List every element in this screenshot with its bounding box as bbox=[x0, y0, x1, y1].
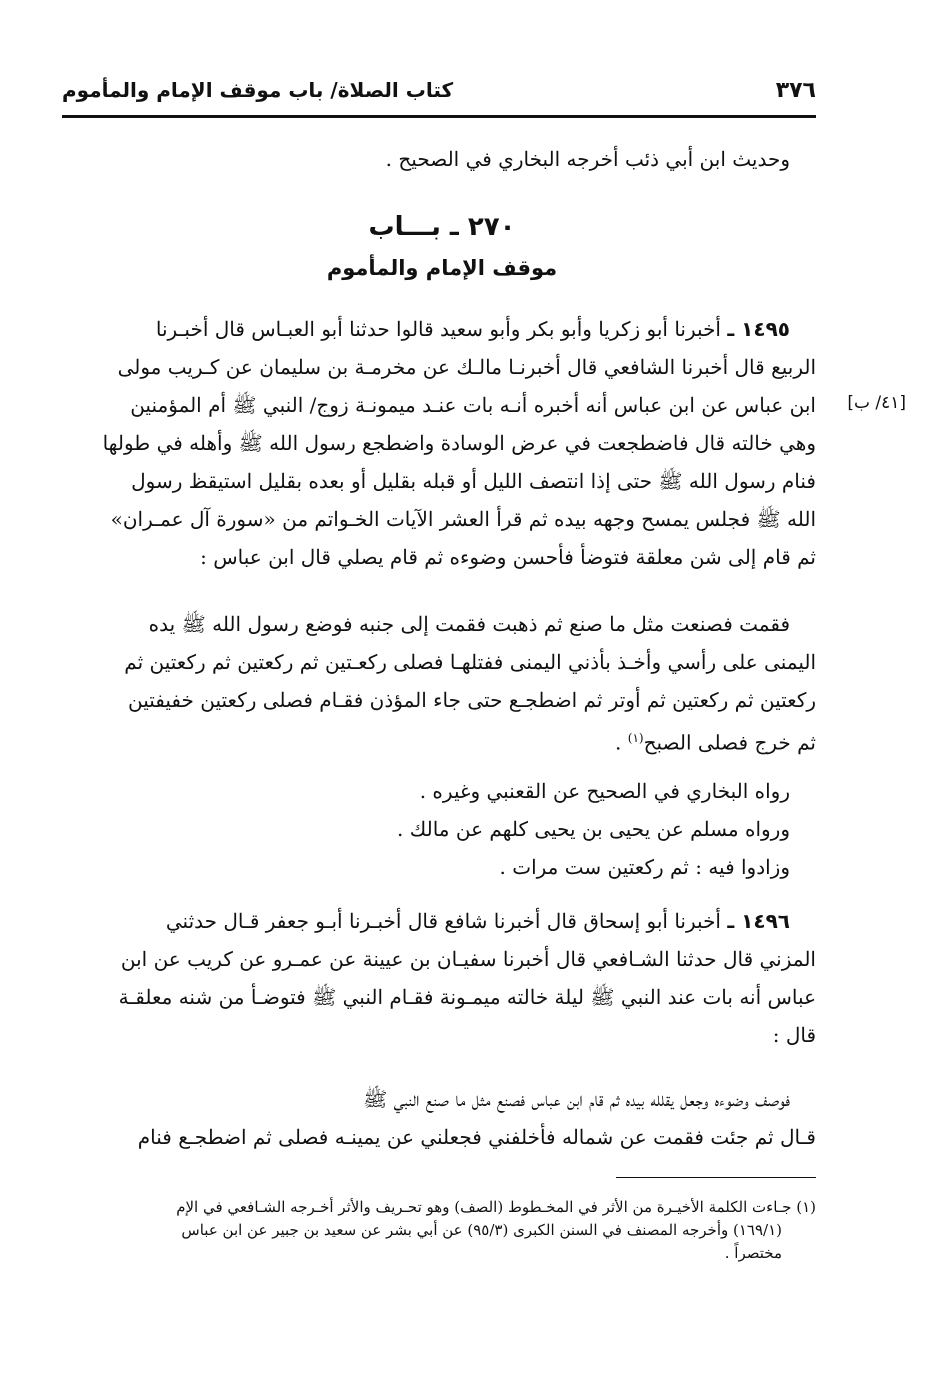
running-title: كتاب الصلاة/ باب موقف الإمام والمأموم bbox=[62, 78, 454, 102]
hadith-line: عباس أنه بات عند النبي ﷺ ليلة خالته ميمـونة فقـام النبي ﷺ فتوضـأ من شنه معلقـة bbox=[118, 985, 816, 1009]
hadith-line: ثم قام إلى شن معلقة فتوضأ فأحسن وضوءه ثم قام يصلي قال ابن عباس : bbox=[200, 545, 816, 569]
footnote-line: مختصراً . bbox=[724, 1244, 782, 1262]
hadith-1496-quote bbox=[68, 1080, 816, 1156]
hadith-line: المزني قال حدثنا الشـافعي قال أخبرنا سفيـان بن عيينة عن عمـرو عن كريب عن ابن bbox=[120, 947, 816, 971]
quote-line: ركعتين ثم ركعتين ثم أوتر ثم اضطجـع حتى جاء المؤذن فقـام فصلى ركعتين خفيفتين bbox=[127, 688, 816, 712]
quote-text: ثم خرج فصلى الصبح bbox=[643, 730, 816, 755]
hadith-line: الله ﷺ فجلس يمسح وجهه بيده ثم قرأ العشر الآيات الخـواتم من «سورة آل عمـران» bbox=[110, 507, 816, 531]
footnote-marker: (١) bbox=[627, 731, 644, 745]
quote-line: اليمنى على رأسي وأخـذ بأذني اليمنى ففتلهـا فصلى ركعـتين ثم ركعتين ثم ركعتين ثم bbox=[124, 650, 816, 674]
quote-line bbox=[68, 719, 816, 757]
running-header bbox=[62, 70, 816, 114]
quote-line: فوصف وضوءه وجعل يقلله بيده ثم قام ابن عباس فصنع مثل ما صنع النبي ﷺ bbox=[363, 1087, 790, 1111]
quote-line: قـال ثم جئت فقمت عن شماله فأخلفني فجعلني عن يمينـه فصلى ثم اضطجـع فنام bbox=[137, 1125, 816, 1149]
hadith-1495-quote bbox=[68, 605, 816, 757]
hadith-line: ابن عباس عن ابن عباس أنه أخبره أنـه بات عنـد ميمونـة زوج/ النبي ﷺ أم المؤمنين bbox=[130, 393, 816, 417]
footnote-line: (١٦٩/١) وأخرجه المصنف في السنن الكبرى (٩٥/٣) عن أبي بشر عن سعيد بن جبير عن ابن عباس bbox=[181, 1221, 782, 1239]
hadith-line bbox=[68, 902, 816, 940]
hadith-text: أخبرنا أبو إسحاق قال أخبرنا شافع قال أخبـرنا أبـو جعفر قـال حدثني bbox=[165, 909, 721, 933]
hadith-line: قال : bbox=[772, 1023, 816, 1047]
footnotes bbox=[78, 1196, 816, 1265]
chapter-number: ٢٧٠ ـ بـــاب bbox=[368, 212, 516, 242]
hadith-number: ١٤٩٦ ـ bbox=[727, 909, 790, 933]
hadith-line bbox=[68, 310, 816, 348]
manuscript-folio-note: [٤١/ ب] bbox=[847, 393, 906, 413]
hadith-1495-notes bbox=[68, 772, 816, 886]
intro-line: وحديث ابن أبي ذئب أخرجه البخاري في الصحيح . bbox=[385, 147, 790, 171]
chapter-heading bbox=[68, 205, 816, 287]
hadith-line: وهي خالته قال فاضطجعت في عرض الوسادة واضطجع رسول الله ﷺ وأهله في طولها bbox=[102, 431, 816, 455]
header-rule bbox=[62, 115, 816, 118]
note-line: رواه البخاري في الصحيح عن القعنبي وغيره . bbox=[419, 779, 790, 803]
hadith-1496 bbox=[68, 902, 816, 1054]
footnote-rule bbox=[616, 1177, 816, 1178]
intro-paragraph bbox=[68, 140, 816, 178]
hadith-line: فنام رسول الله ﷺ حتى إذا انتصف الليل أو قبله بقليل أو بعده بقليل استيقظ رسول bbox=[131, 469, 816, 493]
hadith-text: أخبرنا أبو زكريا وأبو بكر وأبو سعيد قالوا حدثنا أبو العبـاس قال أخبـرنا bbox=[155, 317, 721, 341]
page-number: ٣٧٦ bbox=[775, 78, 816, 103]
hadith-line: الربيع قال أخبرنا الشافعي قال أخبرنـا مالـك عن مخرمـة بن سليمان عن كـريب مولى bbox=[117, 355, 816, 379]
note-line: وزادوا فيه : ثم ركعتين ست مرات . bbox=[499, 855, 790, 879]
quote-end: . bbox=[615, 730, 628, 755]
quote-line: فقمت فصنعت مثل ما صنع ثم ذهبت فقمت إلى جنبه فوضع رسول الله ﷺ يده bbox=[148, 612, 790, 636]
chapter-title: موقف الإمام والمأموم bbox=[326, 256, 558, 280]
hadith-1495 bbox=[68, 310, 816, 576]
footnote-line: (١) جـاءت الكلمة الأخيـرة من الأثر في المخـطوط (الصف) وهو تحـريف والأثر أخـرجه الشـافعي في الإم bbox=[176, 1198, 816, 1216]
note-line: ورواه مسلم عن يحيى بن يحيى كلهم عن مالك . bbox=[397, 817, 790, 841]
hadith-number: ١٤٩٥ ـ bbox=[727, 317, 790, 341]
